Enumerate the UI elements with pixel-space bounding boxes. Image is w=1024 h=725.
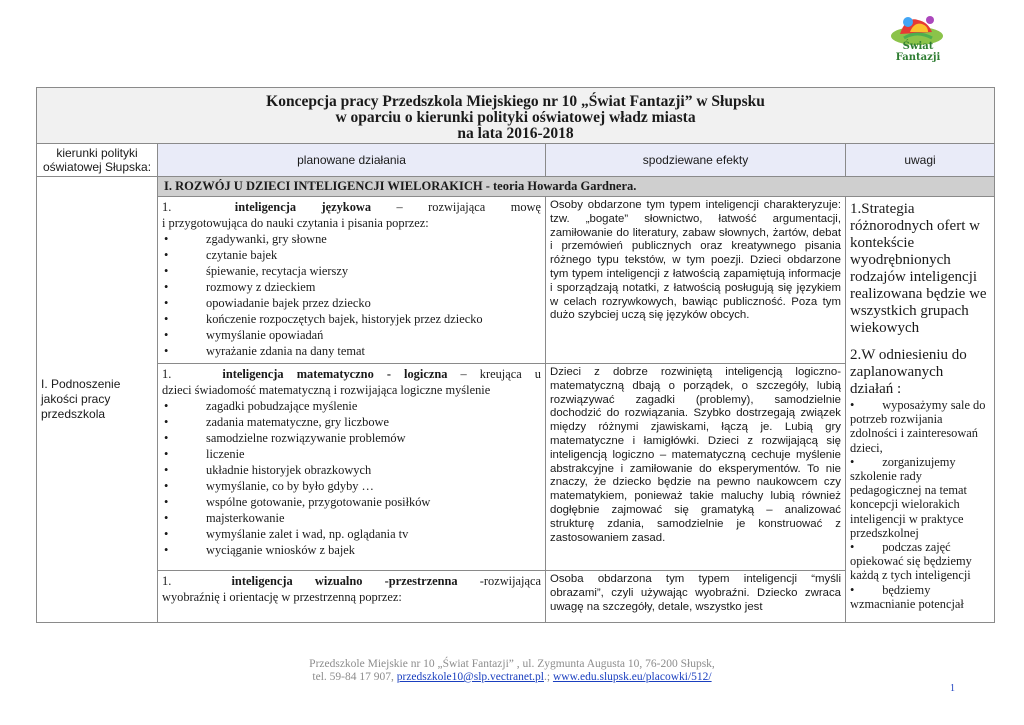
policy-direction: I. Podnoszenie jakości pracy przedszkola [37, 177, 158, 623]
remark-bullet: • zorganizujemy szkolenie rady pedagogicznej na temat koncepcji wielorakich inteligencji w praktyce przedszkolnej [850, 454, 967, 540]
list-item: • zadania matematyczne, gry liczbowe [162, 414, 541, 430]
header-expected-effects: spodziewane efekty [546, 144, 846, 177]
remark-actions: 2.W odniesieniu do zaplanowanych działań : [850, 347, 967, 397]
header-remarks: uwagi [846, 144, 995, 177]
list-item: • rozmowy z dzieckiem [162, 279, 541, 295]
activity-continuation: wyobraźnię i orientację w przestrzenną poprzez: [162, 590, 402, 604]
remark-strategy: 1.Strategia różnorodnych ofert w kontekście wyodrębnionych rodzajów inteligencji realizowana będzie we wszystkich grupach wiekowych [850, 201, 987, 336]
activity-cell [158, 571, 546, 623]
intelligence-name: inteligencja językowa [234, 200, 372, 214]
header-row [37, 144, 995, 177]
footer-address: Przedszkole Miejskie nr 10 „Świat Fantazji” , ul. Zygmunta Augusta 10, 76-200 Słupsk, [309, 658, 715, 670]
activity-cell [158, 197, 546, 364]
remark-bullet: • podczas zajęć opiekować się będziemy każdą z tych inteligencji [850, 540, 972, 583]
list-item: • kończenie rozpoczętych bajek, historyjek przez dziecko [162, 311, 541, 327]
activity-cell [158, 364, 546, 571]
activity-heading: 1. inteligencja wizualno -przestrzenna -rozwijająca [162, 574, 541, 588]
concept-table [36, 87, 995, 623]
header-directions: kierunki polityki oświatowej Słupska: [37, 144, 158, 177]
title-row [37, 88, 995, 144]
list-item: • wymyślanie zalet i wad, np. oglądania tv [162, 526, 541, 542]
effect-cell: Osoba obdarzona tym typem inteligencji “myśli obrazami”, czyli używając wyobraźni. Dziecko zwraca uwagę na szczegóły, detale, wszystko jest [546, 571, 846, 623]
list-item: • majsterkowanie [162, 510, 541, 526]
effect-cell: Dzieci z dobrze rozwiniętą inteligencją logiczno-matematyczną dbają o porządek, o szczegóły, lubią rozwiązywać zagadki (problemy), samodzielnie dochodzić do rozwiązania. Szybko dostrzegają związek między różnymi zjawiskami, łączą je. Lubią gry matematyczne i łamigłówki. Dzieci z rozwijającą się inteligencją logiczno – matematyczną cechuje myślenie abstrakcyjne i zamiłowanie do eksperymentów. To nie znaczy, że dziecko będzie na pewno naukowcem czy matematykiem, ponieważ takie maluchy lubią również dogłębnie zajmować się gramatyką – analizować strukturę zdania, samodzielnie je konstruować z zastosowaniem zasad. [546, 364, 846, 571]
list-item: • czytanie bajek [162, 247, 541, 263]
activity-continuation: i przygotowująca do nauki czytania i pisania poprzez: [162, 216, 429, 230]
document-title [37, 88, 995, 144]
footer-contact: tel. 59-84 17 907, przedszkole10@slp.vectranet.pl.; www.edu.slupsk.eu/placowki/512/ [312, 671, 712, 683]
footer-email-link[interactable]: przedszkole10@slp.vectranet.pl [396, 671, 544, 683]
list-item: • układnie historyjek obrazkowych [162, 462, 541, 478]
list-item: • wyciąganie wniosków z bajek [162, 542, 541, 558]
page-number: 1 [950, 683, 955, 694]
section-heading: I. ROZWÓJ U DZIECI INTELIGENCJI WIELORAKICH - teoria Howarda Gardnera. [158, 177, 995, 197]
list-item: • wymyślanie, co by było gdyby … [162, 478, 541, 494]
activity-list [162, 398, 541, 558]
effect-cell: Osoby obdarzone tym typem inteligencji charakteryzuje: tzw. „bogate” słownictwo, łatwość argumentacji, zamiłowanie do literatury, zabaw słownych, żartów, debat i przemówień publicznych oraz kreatywnego pisania różnego typu tekstów, w tym poezji. Dzieci obdarzone tym typem inteligencji z łatwością zapamiętują informacje i sporządzają notatki, z łatwością posługują się językiem w celach rozrywkowych, bawiąc publiczność. Poza tym dużo szybciej uczą się języków obcych. [546, 197, 846, 364]
list-item: • śpiewanie, recytacja wierszy [162, 263, 541, 279]
activity-heading: 1. inteligencja matematyczno - logiczna – kreująca u [162, 367, 541, 381]
table-row [37, 197, 995, 364]
title-line-3: na lata 2016-2018 [457, 125, 574, 142]
list-item: • wspólne gotowanie, przygotowanie posiłków [162, 494, 541, 510]
activity-continuation: dzieci świadomość matematyczną i rozwijająca logiczne myślenie [162, 383, 491, 397]
footer-website-link[interactable]: www.edu.slupsk.eu/placowki/512/ [552, 671, 712, 683]
remark-bullet: • wyposażymy sale do potrzeb rozwijania zdolności i zainteresowań dzieci, [850, 398, 986, 455]
list-item: • wymyślanie opowiadań [162, 327, 541, 343]
title-line-2: w oparciu o kierunki polityki oświatowej władz miasta [335, 109, 696, 126]
activity-heading: 1. inteligencja językowa – rozwijająca mowę [162, 200, 541, 214]
title-line-1: Koncepcja pracy Przedszkola Miejskiego nr 10 „Świat Fantazji” w Słupsku [266, 93, 765, 110]
list-item: • wyrażanie zdania na dany temat [162, 343, 541, 359]
list-item: • liczenie [162, 446, 541, 462]
intelligence-name: inteligencja wizualno -przestrzenna [231, 574, 458, 588]
remark-bullet: • będziemy wzmacnianie potencjał [850, 582, 964, 611]
header-planned-actions: planowane działania [158, 144, 546, 177]
list-item: • zagadki pobudzające myślenie [162, 398, 541, 414]
activity-list [162, 231, 541, 359]
list-item: • opowiadanie bajek przez dziecko [162, 295, 541, 311]
remarks-cell [846, 197, 995, 623]
footer-phone: tel. 59-84 17 907, [312, 671, 394, 683]
list-item: • samodzielne rozwiązywanie problemów [162, 430, 541, 446]
logo-text: Świat Fantazji [895, 41, 941, 63]
intelligence-name: inteligencja matematyczno - logiczna [222, 367, 448, 381]
list-item: • zgadywanki, gry słowne [162, 231, 541, 247]
section-row [37, 177, 995, 197]
